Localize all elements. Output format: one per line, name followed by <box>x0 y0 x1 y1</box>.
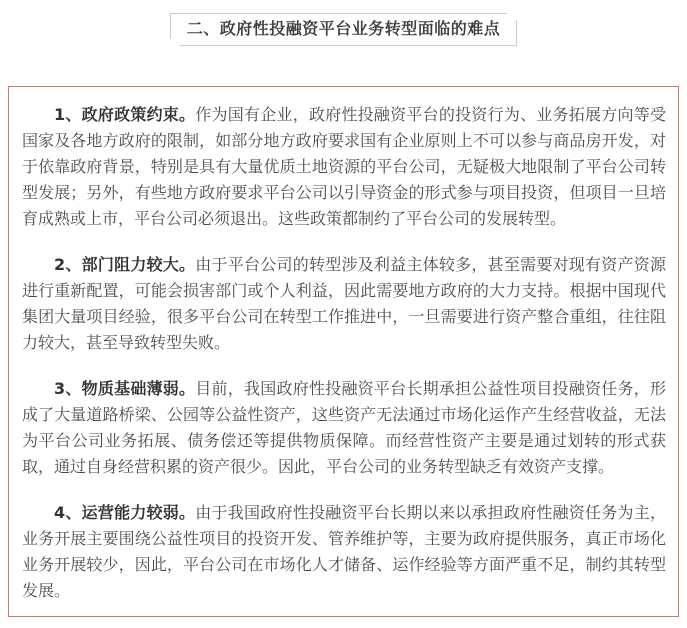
paragraph-2-lead: 2、部门阻力较大。 <box>54 255 196 274</box>
paragraph-department-resistance <box>22 252 666 356</box>
paragraph-4-lead: 4、运营能力较弱。 <box>54 503 196 522</box>
paragraph-3-body: 目前，我国政府性投融资平台长期承担公益性项目投融资任务，形成了大量道路桥梁、公园等公益性资产，这些资产无法通过市场化运作产生经营收益，无法为平台公司业务拓展、债务偿还等提供物质保障。而经营性资产主要是通过划转的形式获取，通过自身经营积累的资产很少。因此，平台公司的业务转型缺乏有效资产支撑。 <box>22 379 666 476</box>
paragraph-4-body: 由于我国政府性投融资平台长期以来以承担政府性融资任务为主，业务开展主要围绕公益性项目的投资开发、管养维护等，主要为政府提供服务，真正市场化业务开展较少，因此，平台公司在市场化人才储备、运作经验等方面严重不足，制约其转型发展。 <box>22 503 666 600</box>
paragraph-3-lead: 3、物质基础薄弱。 <box>54 379 196 398</box>
paragraph-policy-constraints <box>22 102 666 232</box>
section-title-row <box>0 0 687 46</box>
section-title-box <box>170 13 518 46</box>
paragraph-1-body: 作为国有企业，政府性投融资平台的投资行为、业务拓展方向等受国家及各地方政府的限制，如部分地方政府要求国有企业原则上不可以参与商品房开发，对于依靠政府背景，特别是具有大量优质土地资源的平台公司，无疑极大地限制了平台公司转型发展；另外，有些地方政府要求平台公司以引导资金的形式参与项目投资，但项目一旦培育成熟或上市，平台公司必须退出。这些政策都制约了平台公司的发展转型。 <box>22 105 666 228</box>
paragraph-weak-operation-ability <box>22 500 666 604</box>
section-title: 二、政府性投融资平台业务转型面临的难点 <box>186 19 501 38</box>
paragraph-2-body: 由于平台公司的转型涉及利益主体较多，甚至需要对现有资产资源进行重新配置，可能会损害部门或个人利益，因此需要地方政府的大力支持。根据中国现代集团大量项目经验，很多平台公司在转型工作推进中，一旦需要进行资产整合重组，往往阻力较大，甚至导致转型失败。 <box>22 255 666 352</box>
paragraph-weak-material-base <box>22 376 666 480</box>
content-panel <box>8 86 679 617</box>
paragraph-1-lead: 1、政府政策约束。 <box>54 105 196 124</box>
